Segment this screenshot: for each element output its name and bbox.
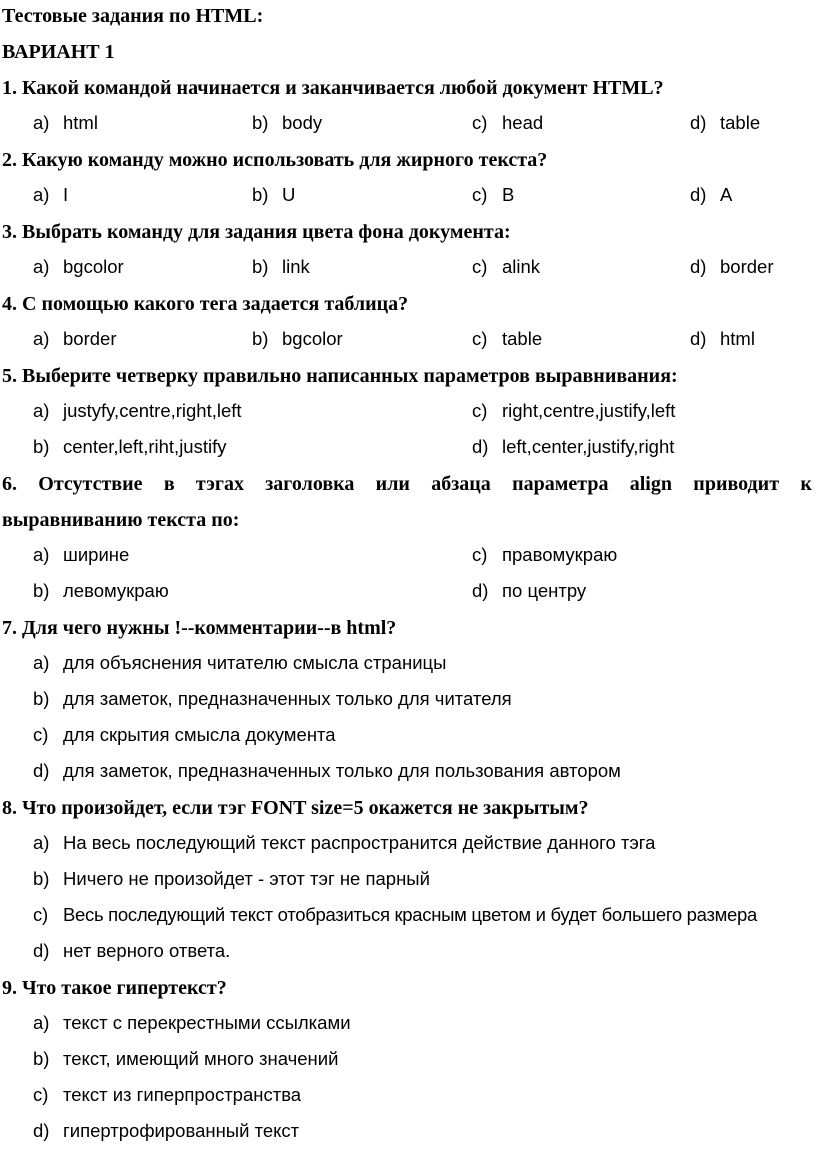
option-label: b) [33, 1048, 50, 1069]
q6-option-a [33, 543, 129, 567]
option-label: b) [33, 868, 50, 889]
option-label: c) [33, 904, 48, 925]
q6-word: к [800, 473, 812, 495]
q8-option-a [33, 831, 655, 855]
option-label: a) [33, 112, 50, 133]
question-6-line-2: выравниванию текста по: [2, 509, 240, 531]
q6-word: в [163, 473, 175, 495]
question-2: 2. Какую команду можно использовать для жирного текста? [2, 149, 548, 171]
option-label: c) [472, 328, 488, 349]
option-text: правомукраю [502, 544, 618, 565]
q5-option-b [33, 435, 226, 459]
q5-option-a [33, 399, 242, 423]
option-text: для скрытия смысла документа [63, 724, 336, 745]
option-text: body [282, 112, 323, 133]
option-text: по центру [502, 580, 587, 601]
q8-option-b [33, 867, 430, 891]
q3-option-b [252, 255, 310, 279]
option-label: c) [33, 724, 49, 745]
q6-option-d [472, 579, 586, 603]
q8-option-d [33, 939, 230, 963]
q7-option-c [33, 723, 336, 747]
option-label: d) [690, 184, 707, 205]
q4-option-a [33, 327, 116, 351]
question-6-line-1 [2, 472, 812, 496]
q9-option-c [33, 1083, 301, 1107]
option-label: d) [690, 256, 707, 277]
q2-option-a [33, 183, 68, 207]
option-text: I [63, 184, 69, 205]
option-label: b) [33, 688, 50, 709]
option-text: На весь последующий текст распространится действие данного тэга [63, 832, 656, 853]
option-label: c) [472, 544, 488, 565]
option-text: A [720, 184, 733, 205]
option-text: alink [502, 256, 541, 277]
variant-heading: ВАРИАНТ 1 [2, 41, 115, 63]
option-label: d) [33, 1120, 50, 1141]
q6-word: или [375, 473, 410, 495]
option-text: текст с перекрестными ссылками [63, 1012, 351, 1033]
q9-option-b [33, 1047, 338, 1071]
q6-word: параметра [512, 473, 609, 495]
option-label: a) [33, 256, 50, 277]
option-text: table [720, 112, 761, 133]
q2-option-d [690, 183, 732, 207]
question-1: 1. Какой командой начинается и заканчивается любой документ HTML? [2, 77, 664, 99]
option-label: a) [33, 652, 50, 673]
option-label: b) [252, 328, 269, 349]
option-label: a) [33, 184, 50, 205]
option-text: ширине [63, 544, 130, 565]
option-text: justyfy,centre,right,left [63, 400, 242, 421]
q5-option-c [472, 399, 675, 423]
option-text: Ничего не произойдет - этот тэг не парный [63, 868, 430, 889]
option-label: d) [472, 580, 489, 601]
option-label: d) [472, 436, 489, 457]
option-label: c) [33, 1084, 49, 1105]
q2-option-b [252, 183, 295, 207]
option-text: right,centre,justify,left [502, 400, 676, 421]
q6-option-c [472, 543, 617, 567]
option-label: d) [33, 940, 50, 961]
option-text: B [502, 184, 515, 205]
option-label: b) [252, 256, 269, 277]
option-text: border [63, 328, 117, 349]
q3-option-d [690, 255, 773, 279]
q6-word: тэгах [195, 473, 244, 495]
q6-word: заголовка [265, 473, 355, 495]
option-label: a) [33, 832, 50, 853]
q2-option-c [472, 183, 514, 207]
option-label: b) [252, 184, 269, 205]
option-label: c) [472, 256, 488, 277]
option-text: текст из гиперпространства [63, 1084, 302, 1105]
option-text: U [282, 184, 296, 205]
option-label: a) [33, 400, 50, 421]
option-label: d) [690, 112, 707, 133]
q9-option-d [33, 1119, 299, 1143]
option-label: d) [33, 760, 50, 781]
option-text: html [63, 112, 98, 133]
option-text: link [282, 256, 310, 277]
q6-word: align [629, 473, 672, 495]
q6-option-b [33, 579, 169, 603]
option-text: bgcolor [282, 328, 343, 349]
option-text: table [502, 328, 543, 349]
question-4: 4. С помощью какого тега задается таблица? [2, 293, 409, 315]
q5-option-d [472, 435, 674, 459]
option-label: c) [472, 400, 488, 421]
q6-word: абзаца [431, 473, 491, 495]
q9-option-a [33, 1011, 351, 1035]
q7-option-b [33, 687, 512, 711]
option-label: c) [472, 112, 488, 133]
q6-word: Отсутствие [38, 473, 143, 495]
option-text: center,left,riht,justify [63, 436, 227, 457]
option-text: гипертрофированный текст [63, 1120, 300, 1141]
option-label: d) [690, 328, 707, 349]
q6-word: 6. [2, 473, 17, 495]
option-text: bgcolor [63, 256, 124, 277]
q4-option-c [472, 327, 542, 351]
question-8: 8. Что произойдет, если тэг FONT size=5 окажется не закрытым? [2, 797, 589, 819]
option-text: html [720, 328, 755, 349]
option-label: a) [33, 544, 50, 565]
q8-option-c [33, 903, 757, 927]
option-text: left,center,justify,right [502, 436, 675, 457]
option-text: для заметок, предназначенных только для читателя [63, 688, 512, 709]
option-text: Весь последующий текст отобразиться красным цветом и будет большего размера [63, 904, 758, 925]
q4-option-b [252, 327, 343, 351]
q1-option-b [252, 111, 322, 135]
q7-option-d [33, 759, 621, 783]
option-label: b) [252, 112, 269, 133]
option-label: a) [33, 328, 50, 349]
q3-option-a [33, 255, 124, 279]
option-label: b) [33, 436, 50, 457]
option-text: для объяснения читателю смысла страницы [63, 652, 447, 673]
q1-option-a [33, 111, 98, 135]
q1-option-c [472, 111, 543, 135]
option-text: для заметок, предназначенных только для пользования автором [63, 760, 621, 781]
q1-option-d [690, 111, 760, 135]
question-5: 5. Выберите четверку правильно написанных параметров выравнивания: [2, 365, 678, 387]
option-text: нет верного ответа. [63, 940, 231, 961]
option-text: текст, имеющий много значений [63, 1048, 339, 1069]
option-label: c) [472, 184, 488, 205]
page-title: Тестовые задания по HTML: [2, 5, 264, 27]
q6-word: приводит [693, 473, 780, 495]
q7-option-a [33, 651, 446, 675]
option-label: b) [33, 580, 50, 601]
question-3: 3. Выбрать команду для задания цвета фона документа: [2, 221, 511, 243]
question-7: 7. Для чего нужны !--комментарии--в html? [2, 617, 397, 639]
q4-option-d [690, 327, 755, 351]
q3-option-c [472, 255, 540, 279]
question-9: 9. Что такое гипертекст? [2, 977, 227, 999]
option-text: левомукраю [63, 580, 169, 601]
option-label: a) [33, 1012, 50, 1033]
option-text: border [720, 256, 774, 277]
option-text: head [502, 112, 544, 133]
